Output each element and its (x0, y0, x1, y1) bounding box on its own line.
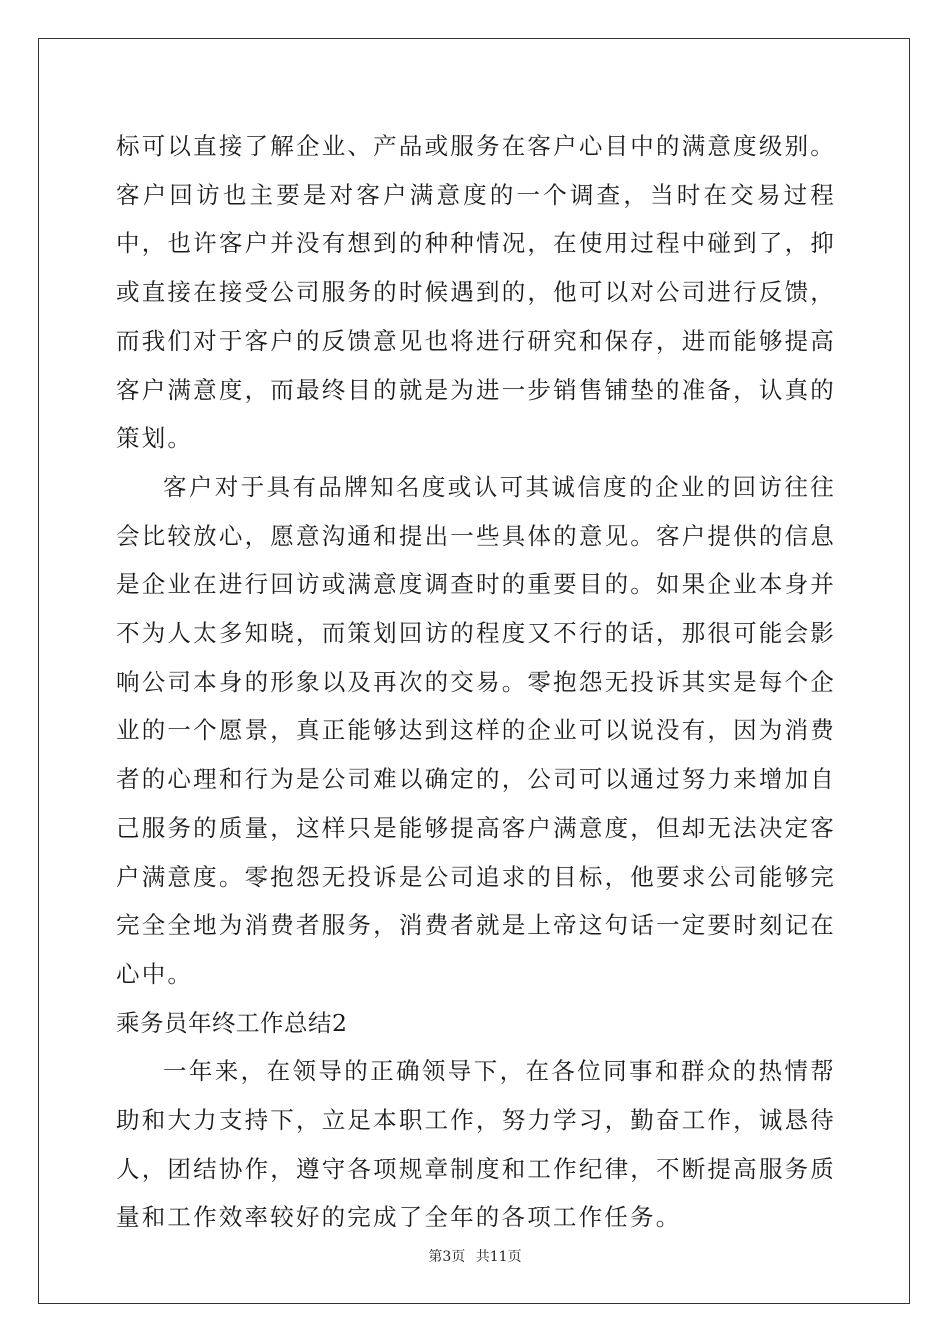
page-footer (0, 1246, 950, 1266)
paragraph-continuation: 标可以直接了解企业、产品或服务在客户心目中的满意度级别。客户回访也主要是对客户满意度的一个调查，当时在交易过程中，也许客户并没有想到的种种情况，在使用过程中碰到了，抑或直接在接受公司服务的时候遇到的，他可以对公司进行反馈，而我们对于客户的反馈意见也将进行研究和保存，进而能够提高客户满意度，而最终目的就是为进一步销售铺垫的准备，认真的策划。 (116, 132, 836, 453)
paragraph-year-summary: 一年来，在领导的正确领导下，在各位同事和群众的热情帮助和大力支持下，立足本职工作，努力学习，勤奋工作，诚恳待人，团结协作，遵守各项规章制度和工作纪律，不断提高服务质量和工作效率较好的完成了全年的各项工作任务。 (116, 1057, 836, 1232)
document-body (116, 122, 836, 1242)
page-number: 第3页 (428, 1249, 466, 1265)
paragraph-customer-trust: 客户对于具有品牌知名度或认可其诚信度的企业的回访往往会比较放心，愿意沟通和提出一些具体的意见。客户提供的信息是企业在进行回访或满意度调查时的重要目的。如果企业本身并不为人太多知晓，而策划回访的程度又不行的话，那很可能会影响公司本身的形象以及再次的交易。零抱怨无投诉其实是每个企业的一个愿景，真正能够达到这样的企业可以说没有，因为消费者的心理和行为是公司难以确定的，公司可以通过努力来增加自己服务的质量，这样只是能够提高客户满意度，但却无法决定客户满意度。零抱怨无投诉是公司追求的目标，他要求公司能够完完全全地为消费者服务，消费者就是上帝这句话一定要时刻记在心中。 (116, 472, 836, 988)
section-heading: 乘务员年终工作总结2 (116, 1008, 348, 1037)
page-total: 共11页 (475, 1249, 522, 1265)
